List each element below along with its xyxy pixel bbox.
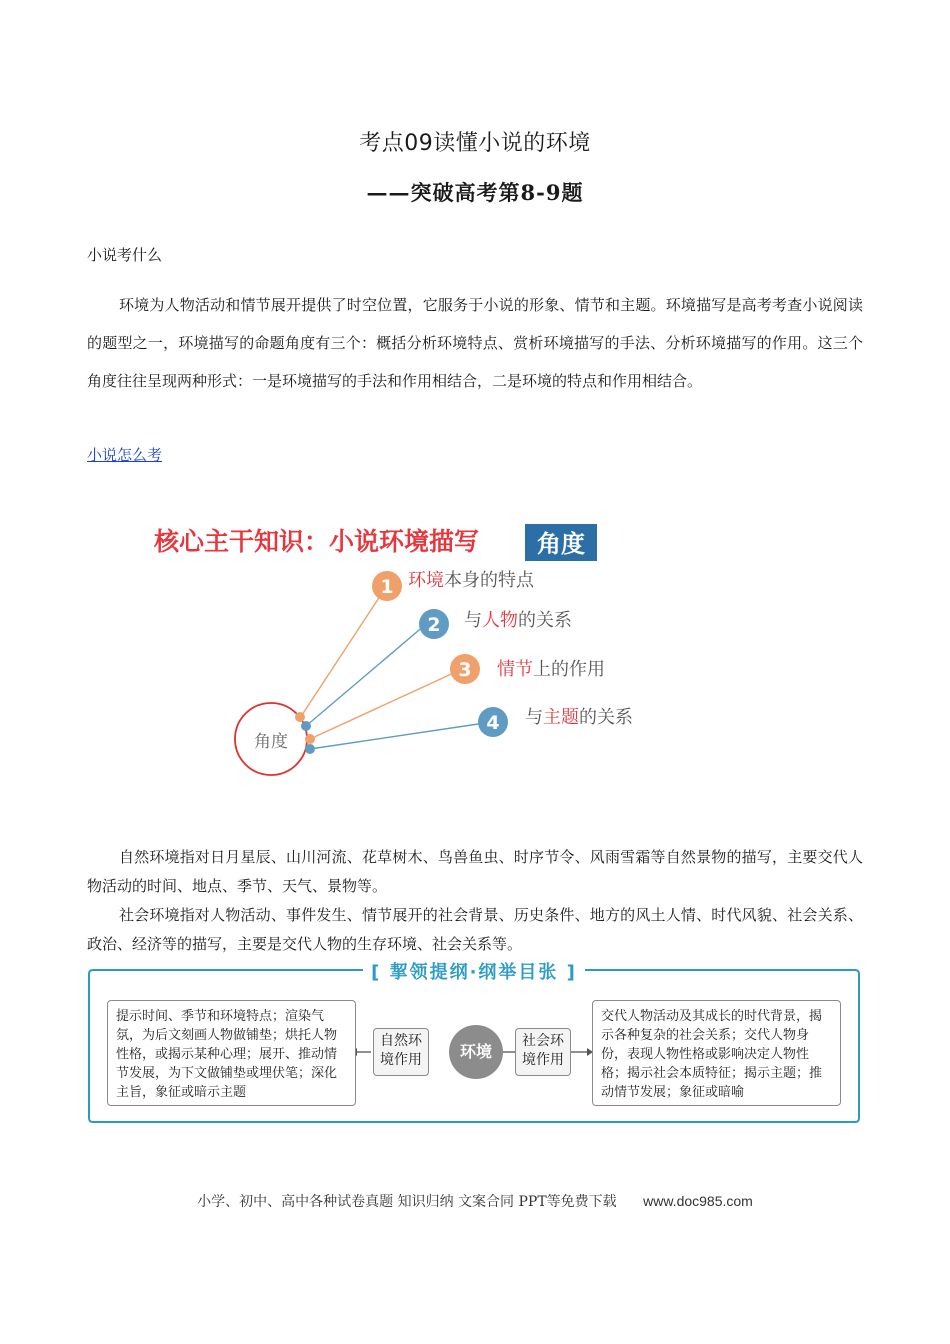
environment-center: 环境	[449, 1025, 503, 1079]
page-subtitle: ——突破高考第8-9题	[366, 180, 584, 205]
connector-line-2	[306, 625, 425, 726]
how-tested-link[interactable]: 小说怎么考	[87, 446, 163, 464]
footer-url[interactable]: www.doc985.com	[643, 1193, 753, 1209]
item-2-number: 2	[427, 614, 441, 636]
item-3-label: 情节上的作用	[497, 659, 605, 680]
item-4-label: 与主题的关系	[525, 707, 633, 728]
item-2-label: 与人物的关系	[464, 610, 572, 631]
item-4-number: 4	[486, 712, 500, 734]
item-1-label: 环境本身的特点	[408, 570, 534, 591]
section-heading-what: 小说考什么	[87, 246, 163, 264]
joint-dot-3	[305, 734, 315, 744]
social-role-box: 交代人物活动及其成长的时代背景，揭示各种复杂的社会关系；交代人物身份，表现人物性格或影响决定人物性格；揭示社会本质特征；揭示主题；推动情节发展；象征或暗喻	[592, 1000, 841, 1106]
connector-line-1	[300, 587, 386, 718]
footer-text: 小学、初中、高中各种试卷真题 知识归纳 文案合同 PPT等免费下载	[197, 1194, 617, 1210]
social-environment-node: 社会环境作用	[515, 1028, 571, 1076]
page-footer	[0, 1191, 950, 1211]
angle-circle-label: 角度	[254, 732, 288, 752]
diagram-title: 核心主干知识：小说环境描写	[154, 527, 480, 556]
natural-environment-node: 自然环境作用	[373, 1028, 429, 1076]
social-environment-text: 社会环境指对人物活动、事件发生、情节展开的社会背景、历史条件、地方的风土人情、时代风貌、社会关系、政治、经济等的描写，主要是交代人物的生存环境、社会关系等。	[87, 906, 863, 953]
natural-environment-text: 自然环境指对日月星辰、山川河流、花草树木、鸟兽鱼虫、时序节令、风雨雪霜等自然景物的描写，主要交代人物活动的时间、地点、季节、天气、景物等。	[87, 848, 863, 895]
joint-dot-1	[295, 712, 305, 722]
angle-diagram	[140, 515, 660, 785]
natural-role-box: 提示时间、季节和环境特点；渲染气氛，为后文刻画人物做铺垫；烘托人物性格，或揭示某种心理；展开、推动情节发展，为下文做铺垫或埋伏笔；深化主旨，象征或暗示主题	[107, 1000, 356, 1106]
joint-dot-2	[301, 721, 311, 731]
page-title: 考点09读懂小说的环境	[359, 131, 591, 156]
environment-paragraphs	[87, 843, 863, 959]
item-1-number: 1	[380, 576, 394, 598]
diagram-title-tag: 角度	[537, 529, 585, 558]
mindmap-title: [ 挈领提纲·纲举目张 ]	[87, 958, 861, 984]
item-3-number: 3	[458, 659, 472, 681]
connector-line-3	[310, 671, 458, 739]
intro-paragraph	[87, 286, 863, 400]
intro-text: 环境为人物活动和情节展开提供了时空位置，它服务于小说的形象、情节和主题。环境描写是高考考查小说阅读的题型之一，环境描写的命题角度有三个：概括分析环境特点、赏析环境描写的手法、分析环境描写的作用。这三个角度往往呈现两种形式：一是环境描写的手法和作用相结合，二是环境的特点和作用相结合。	[87, 296, 863, 390]
summary-mindmap	[87, 962, 861, 1124]
joint-dot-4	[305, 744, 315, 754]
